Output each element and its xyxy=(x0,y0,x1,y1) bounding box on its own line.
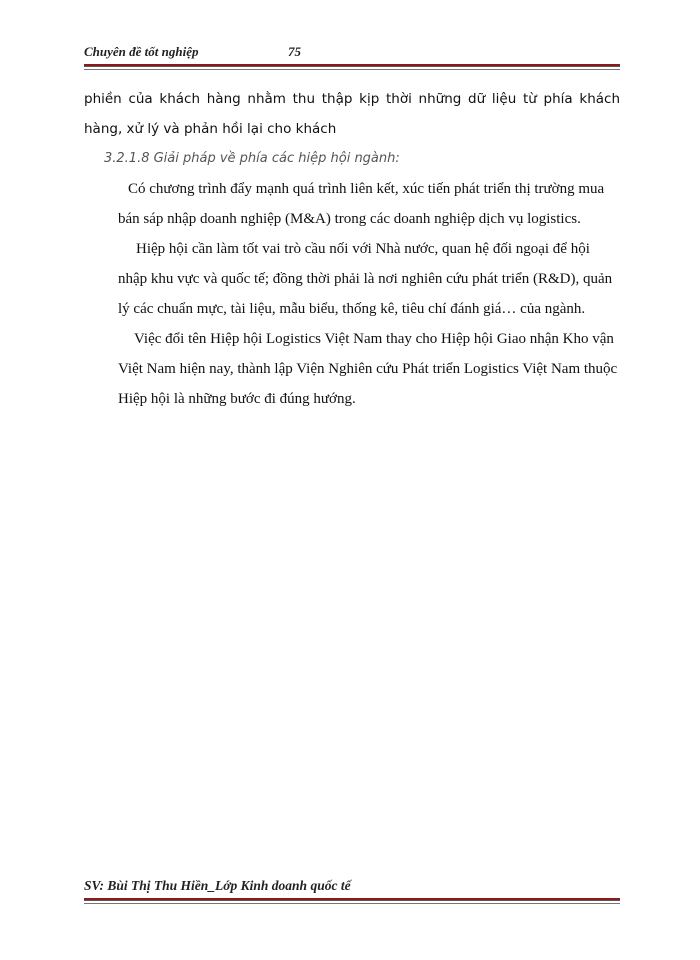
paragraph-text: Việc đổi tên Hiệp hội Logistics Việt Nam thay cho Hiệp hội Giao nhận Kho vận Việt Nam hiện nay, thành lập Viện Nghiên cứu Phát triển Logistics Việt Nam thuộc Hiệp hội là những bước đi đúng hướng. xyxy=(118,331,618,407)
footer-rule xyxy=(84,898,620,901)
paragraph xyxy=(84,174,620,234)
page-number: 75 xyxy=(288,44,301,59)
section-heading: 3.2.1.8 Giải pháp về phía các hiệp hội ngành: xyxy=(104,151,400,166)
paragraph xyxy=(84,234,620,324)
page-body xyxy=(84,84,620,414)
continued-paragraph: phiền của khách hàng nhằm thu thập kịp thời những dữ liệu từ phía khách hàng, xử lý và phản hồi lại cho khách xyxy=(84,91,620,137)
header-rule-thin xyxy=(84,69,620,70)
page-footer: SV: Bùi Thị Thu Hiền_Lớp Kinh doanh quốc tế xyxy=(84,878,351,893)
header-rule xyxy=(84,64,620,67)
paragraph-text: Có chương trình đẩy mạnh quá trình liên kết, xúc tiến phát triển thị trường mua bán sáp nhập doanh nghiệp (M&A) trong các doanh nghiệp dịch vụ logistics. xyxy=(118,181,605,227)
paragraph-text: Hiệp hội cần làm tốt vai trò cầu nối với Nhà nước, quan hệ đối ngoại để hội nhập khu vực và quốc tế; đồng thời phải là nơi nghiên cứu phát triển (R&D), quản lý các chuẩn mực, tài liệu, mẫu biểu, thống kê, tiêu chí đánh giá… của ngành. xyxy=(118,241,613,317)
footer-rule-thin xyxy=(84,903,620,904)
document-title: Chuyên đề tốt nghiệp xyxy=(84,44,199,59)
paragraph xyxy=(84,324,620,414)
